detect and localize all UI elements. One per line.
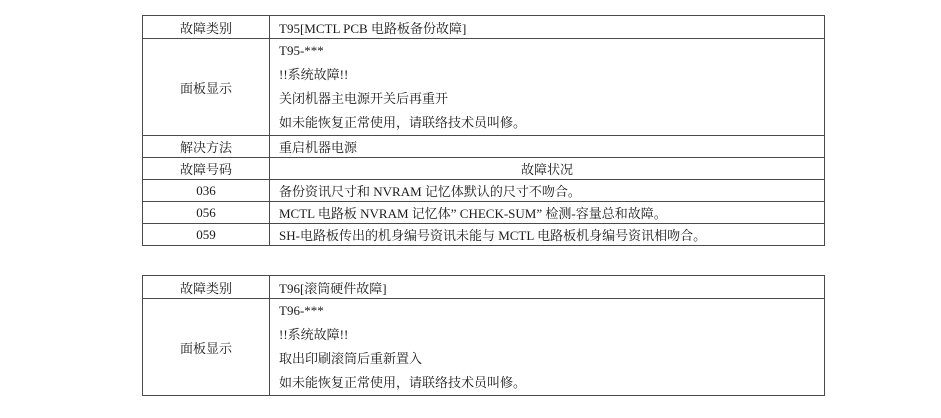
panel-line: !!系统故障!! [279, 67, 349, 82]
panel-line: 如未能恢复正常使用，请联络技术员叫修。 [279, 115, 527, 130]
panel-line: 关闭机器主电源开关后再重开 [279, 91, 449, 106]
solution-label: 解决方法 [143, 136, 270, 158]
error-status: SH-电路板传出的机身编号资讯未能与 MCTL 电路板机身编号资讯相吻合。 [270, 224, 825, 246]
table-row [143, 202, 825, 224]
code-header: 故障号码 [143, 158, 270, 180]
category-value: T96[滚筒硬件故障] [270, 276, 825, 299]
panel-line: T96-*** [279, 303, 324, 318]
category-label: 故障类别 [143, 276, 270, 299]
panel-display-lines [270, 39, 825, 136]
table-row [143, 180, 825, 202]
table-header-row [143, 158, 825, 180]
error-code: 056 [143, 202, 270, 224]
panel-display-lines [270, 299, 825, 396]
error-table-t96 [142, 275, 825, 396]
panel-line: !!系统故障!! [279, 327, 349, 342]
solution-row [143, 136, 825, 158]
solution-value: 重启机器电源 [270, 136, 825, 158]
error-table-t95 [142, 15, 825, 246]
category-row [143, 16, 825, 39]
panel-display-row [143, 299, 825, 396]
panel-display-row [143, 39, 825, 136]
category-label: 故障类别 [143, 16, 270, 39]
category-value: T95[MCTL PCB 电路板备份故障] [270, 16, 825, 39]
panel-line: 如未能恢复正常使用，请联络技术员叫修。 [279, 375, 527, 390]
error-status: MCTL 电路板 NVRAM 记忆体” CHECK-SUM” 检测-容量总和故障。 [270, 202, 825, 224]
error-status: 备份资讯尺寸和 NVRAM 记忆体默认的尺寸不吻合。 [270, 180, 825, 202]
panel-line: T95-*** [279, 43, 324, 58]
category-row [143, 276, 825, 299]
status-header: 故障状况 [270, 158, 825, 180]
panel-line: 取出印刷滚筒后重新置入 [279, 351, 423, 366]
error-code: 036 [143, 180, 270, 202]
panel-display-label: 面板显示 [143, 39, 270, 136]
table-row [143, 224, 825, 246]
panel-display-label: 面板显示 [143, 299, 270, 396]
error-code: 059 [143, 224, 270, 246]
